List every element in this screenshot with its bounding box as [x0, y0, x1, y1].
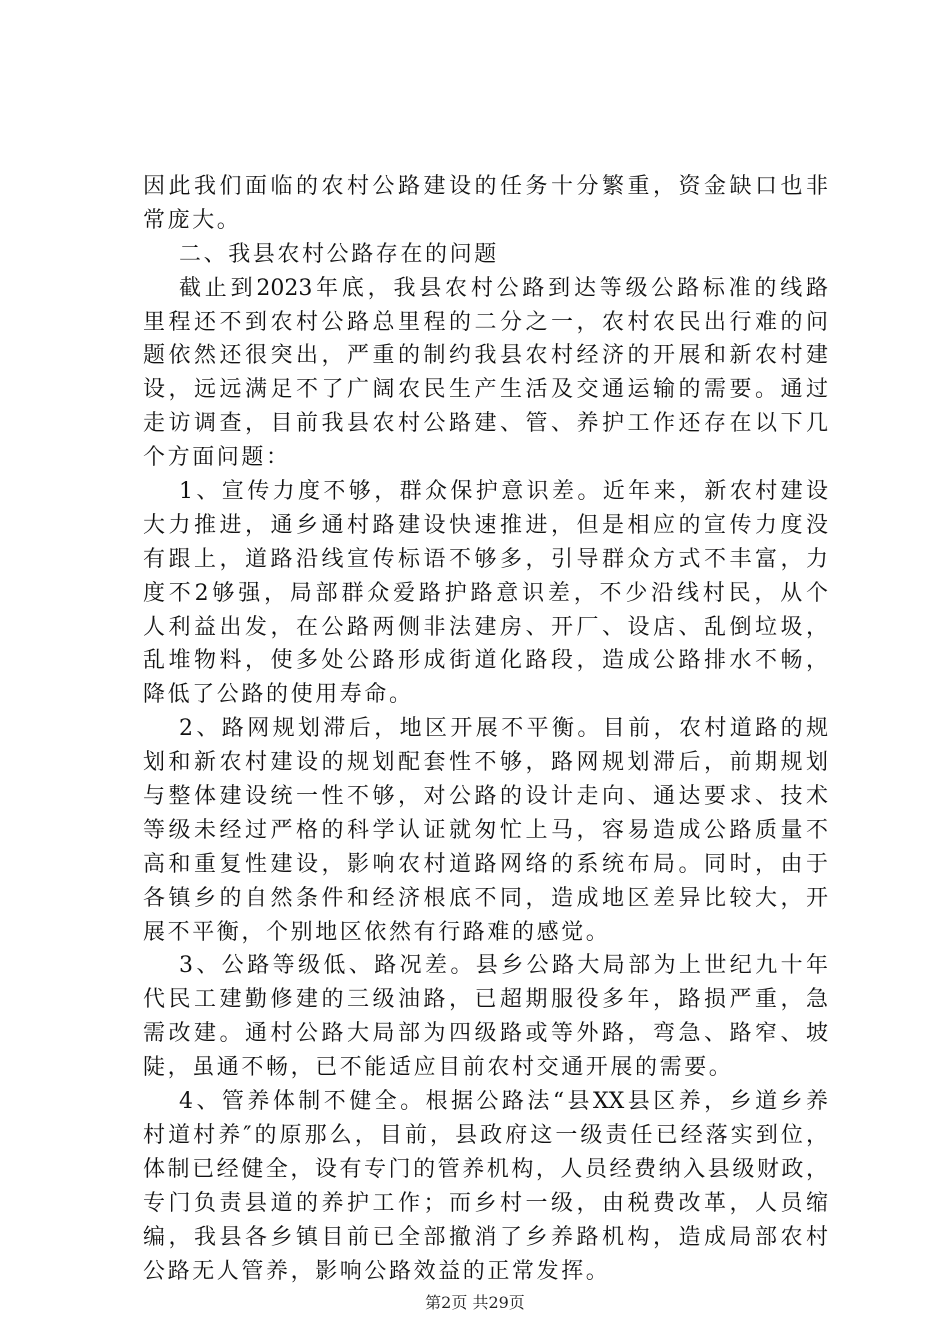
text-line: 1、宣传力度不够，群众保护意识差。近年来，新农村建设: [179, 479, 828, 505]
text-line: 2、路网规划滞后，地区开展不平衡。目前，农村道路的规: [179, 716, 828, 742]
text-line: 专门负责县道的养护工作；而乡村一级，由税费改革，人员缩: [143, 1190, 828, 1216]
text-line: 高和重复性建设，影响农村道路网络的系统布局。同时，由于: [143, 851, 828, 877]
text-line: 需改建。通村公路大局部为四级路或等外路，弯急、路窄、坡: [143, 1021, 828, 1047]
text-line: 划和新农村建设的规划配套性不够，路网规划滞后，前期规划: [143, 750, 828, 776]
text-line: 个方面问题：: [143, 445, 291, 471]
text-line: 村道村养″的原那么，目前，县政府这一级责任已经落实到位，: [143, 1122, 828, 1148]
document-body: [143, 170, 828, 1288]
text-line: 截止到2023年底，我县农村公路到达等级公路标准的线路: [179, 275, 828, 301]
text-line: 常庞大。: [143, 207, 242, 233]
text-line: 公路无人管养，影响公路效益的正常发挥。: [143, 1258, 611, 1284]
text-line: 4、管养体制不健全。根据公路法“县XX县区养，乡道乡养: [179, 1089, 828, 1115]
text-line: 里程还不到农村公路总里程的二分之一，农村农民出行难的问: [143, 309, 828, 335]
text-line: 走访调查，目前我县农村公路建、管、养护工作还存在以下几: [143, 411, 828, 437]
text-line: 体制已经健全，设有专门的管养机构，人员经费纳入县级财政，: [143, 1156, 828, 1182]
text-line: 因此我们面临的农村公路建设的任务十分繁重，资金缺口也非: [143, 174, 828, 199]
text-line: 等级未经过严格的科学认证就匆忙上马，容易造成公路质量不: [143, 817, 828, 843]
text-line: 有跟上，道路沿线宣传标语不够多，引导群众方式不丰富，力: [143, 546, 828, 572]
text-line: 展不平衡，个别地区依然有行路难的感觉。: [143, 919, 611, 945]
text-line: 3、公路等级低、路况差。县乡公路大局部为上世纪九十年: [179, 953, 828, 979]
text-line: 陡，虽通不畅，已不能适应目前农村交通开展的需要。: [143, 1055, 734, 1081]
text-line: 降低了公路的使用寿命。: [143, 682, 414, 708]
page-footer: 第2页 共29页: [425, 1293, 525, 1312]
text-line: 代民工建勤修建的三级油路，已超期服役多年，路损严重，急: [143, 987, 828, 1013]
text-line: 题依然还很突出，严重的制约我县农村经济的开展和新农村建: [143, 343, 828, 369]
text-line: 人利益出发，在公路两侧非法建房、开厂、设店、乱倒垃圾，: [143, 614, 828, 640]
text-line: 度不2够强，局部群众爱路护路意识差，不少沿线村民，从个: [143, 580, 828, 606]
text-line: 大力推进，通乡通村路建设快速推进，但是相应的宣传力度没: [143, 512, 828, 538]
text-line: 编，我县各乡镇目前已全部撤消了乡养路机构，造成局部农村: [143, 1224, 828, 1250]
text-line: 二、我县农村公路存在的问题: [179, 241, 499, 267]
text-line: 各镇乡的自然条件和经济根底不同，造成地区差异比较大，开: [143, 885, 828, 911]
text-line: 与整体建设统一性不够，对公路的设计走向、通达要求、技术: [143, 784, 828, 810]
text-line: 乱堆物料，使多处公路形成街道化路段，造成公路排水不畅，: [143, 648, 828, 674]
text-line: 设，远远满足不了广阔农民生产生活及交通运输的需要。通过: [143, 377, 828, 403]
